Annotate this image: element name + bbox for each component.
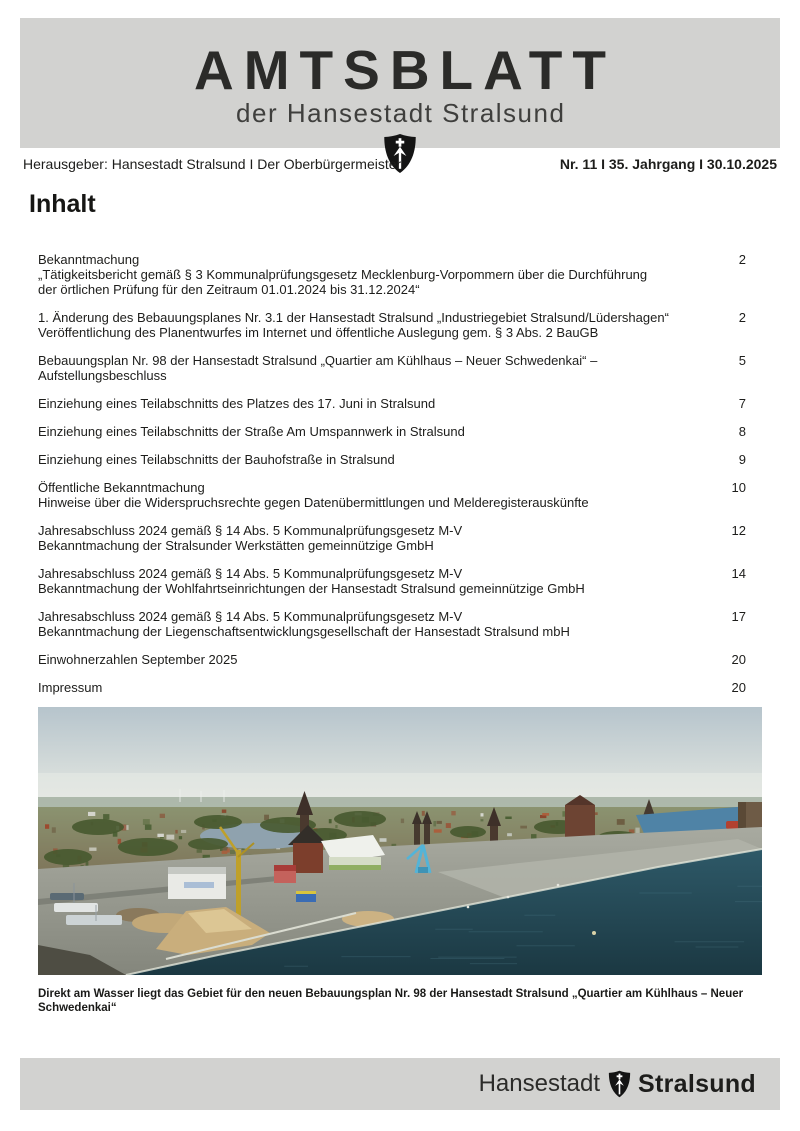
toc-entry-line: Veröffentlichung des Planentwurfes im Internet und öffentliche Auslegung gem. § 3 Abs. 2 BauGB bbox=[38, 325, 599, 340]
toc-page-number: 2 bbox=[738, 310, 746, 325]
harbor-photo bbox=[38, 707, 762, 975]
masthead-subtitle: der Hansestadt Stralsund bbox=[236, 98, 566, 128]
toc-entry-line: der örtlichen Prüfung für den Zeitraum 01.01.2024 bis 31.12.2024“ bbox=[38, 282, 420, 297]
toc-entry-title bbox=[38, 652, 712, 667]
toc-entry bbox=[38, 566, 746, 596]
toc-entry bbox=[38, 310, 746, 340]
toc-entry-line: Bekanntmachung bbox=[38, 252, 140, 267]
toc-entry-line: Einwohnerzahlen September 2025 bbox=[38, 652, 238, 667]
toc-entry-line: Impressum bbox=[38, 680, 103, 695]
toc-entry-line: Hinweise über die Widerspruchsrechte gegen Datenübermittlungen und Melderegisterauskünfte bbox=[38, 495, 589, 510]
toc-page-number: 9 bbox=[738, 452, 746, 467]
toc-page-number: 20 bbox=[731, 652, 746, 667]
toc-heading: Inhalt bbox=[29, 190, 96, 218]
toc-entry-title bbox=[38, 310, 712, 340]
harbor-aerial-photo bbox=[38, 707, 762, 975]
footer-logo-hansestadt: Hansestadt bbox=[478, 1070, 600, 1097]
toc-entry-title bbox=[38, 452, 712, 467]
toc-entry-line: Bebauungsplan Nr. 98 der Hansestadt Stralsund „Quartier am Kühlhaus – Neuer Schwedenkai“ – Aufstellungsbeschluss bbox=[38, 353, 598, 383]
toc-entry bbox=[38, 680, 746, 695]
toc-entry bbox=[38, 609, 746, 639]
toc-entry-line: Einziehung eines Teilabschnitts des Platzes des 17. Juni in Stralsund bbox=[38, 396, 436, 411]
toc-entry bbox=[38, 452, 746, 467]
toc-entry bbox=[38, 424, 746, 439]
footer-crest-icon bbox=[608, 1070, 631, 1098]
toc-page-number: 12 bbox=[731, 523, 746, 538]
toc-entry-line: Bekanntmachung der Stralsunder Werkstätten gemeinnützige GmbH bbox=[38, 538, 434, 553]
toc-entry-title bbox=[38, 252, 712, 297]
toc-page-number: 7 bbox=[738, 396, 746, 411]
publisher-text: Herausgeber: Hansestadt Stralsund I Der Oberbürgermeister bbox=[23, 156, 402, 172]
toc-entry-line: Bekanntmachung der Wohlfahrtseinrichtungen der Hansestadt Stralsund gemeinnützige GmbH bbox=[38, 581, 585, 596]
toc-entry-title bbox=[38, 424, 712, 439]
photo-sky bbox=[38, 707, 762, 811]
toc-entry-line: Einziehung eines Teilabschnitts der Straße Am Umspannwerk in Stralsund bbox=[38, 424, 465, 439]
toc-entry-title bbox=[38, 523, 712, 553]
toc-entry bbox=[38, 480, 746, 510]
toc-entry-line: Jahresabschluss 2024 gemäß § 14 Abs. 5 Kommunalprüfungsgesetz M-V bbox=[38, 523, 463, 538]
toc-entry-line: Bekanntmachung der Liegenschaftsentwicklungsgesellschaft der Hansestadt Stralsund mbH bbox=[38, 624, 570, 639]
toc-page-number: 14 bbox=[731, 566, 746, 581]
toc-page-number: 10 bbox=[731, 480, 746, 495]
footer-logo-stralsund: Stralsund bbox=[638, 1069, 756, 1098]
toc-page-number: 20 bbox=[731, 680, 746, 695]
issue-info: Nr. 11 I 35. Jahrgang I 30.10.2025 bbox=[559, 156, 777, 172]
toc-entry-line: Jahresabschluss 2024 gemäß § 14 Abs. 5 Kommunalprüfungsgesetz M-V bbox=[38, 609, 463, 624]
white-shed bbox=[321, 835, 385, 870]
buoy bbox=[592, 931, 596, 935]
toc-entry-title bbox=[38, 566, 712, 596]
toc-entry-title bbox=[38, 680, 712, 695]
toc-entry-title bbox=[38, 609, 712, 639]
toc-entry bbox=[38, 396, 746, 411]
toc-entry-title bbox=[38, 396, 712, 411]
toc-entry bbox=[38, 353, 746, 383]
toc-entry-line: „Tätigkeitsbericht gemäß § 3 Kommunalprüfungsgesetz Mecklenburg-Vorpommern über die Durchführung bbox=[38, 267, 648, 282]
toc-entry-line: Einziehung eines Teilabschnitts der Bauhofstraße in Stralsund bbox=[38, 452, 395, 467]
toc-page-number: 5 bbox=[738, 353, 746, 368]
footer-bar bbox=[20, 1058, 780, 1110]
toc-entry-line: 1. Änderung des Bebauungsplanes Nr. 3.1 der Hansestadt Stralsund „Industriegebiet Stralsund/Lüdershagen“ bbox=[38, 310, 669, 325]
toc-page-number: 2 bbox=[738, 252, 746, 267]
warehouse-white bbox=[168, 867, 226, 899]
toc-page-number: 8 bbox=[738, 424, 746, 439]
toc-entry bbox=[38, 252, 746, 297]
masthead bbox=[20, 18, 780, 148]
masthead-title: AMTSBLATT bbox=[194, 39, 616, 101]
photo-caption: Direkt am Wasser liegt das Gebiet für den neuen Bebauungsplan Nr. 98 der Hansestadt Stralsund „Quartier am Kühlhaus – Neuer Schwedenkai“ bbox=[38, 988, 744, 1014]
toc-list bbox=[38, 252, 746, 708]
toc-entry-line: Jahresabschluss 2024 gemäß § 14 Abs. 5 Kommunalprüfungsgesetz M-V bbox=[38, 566, 463, 581]
publisher-row bbox=[23, 156, 777, 172]
toc-entry-line: Öffentliche Bekanntmachung bbox=[38, 480, 205, 495]
toc-entry bbox=[38, 523, 746, 553]
toc-entry-title bbox=[38, 480, 712, 510]
toc-page-number: 17 bbox=[731, 609, 746, 624]
toc-entry-title bbox=[38, 353, 712, 383]
toc-entry bbox=[38, 652, 746, 667]
